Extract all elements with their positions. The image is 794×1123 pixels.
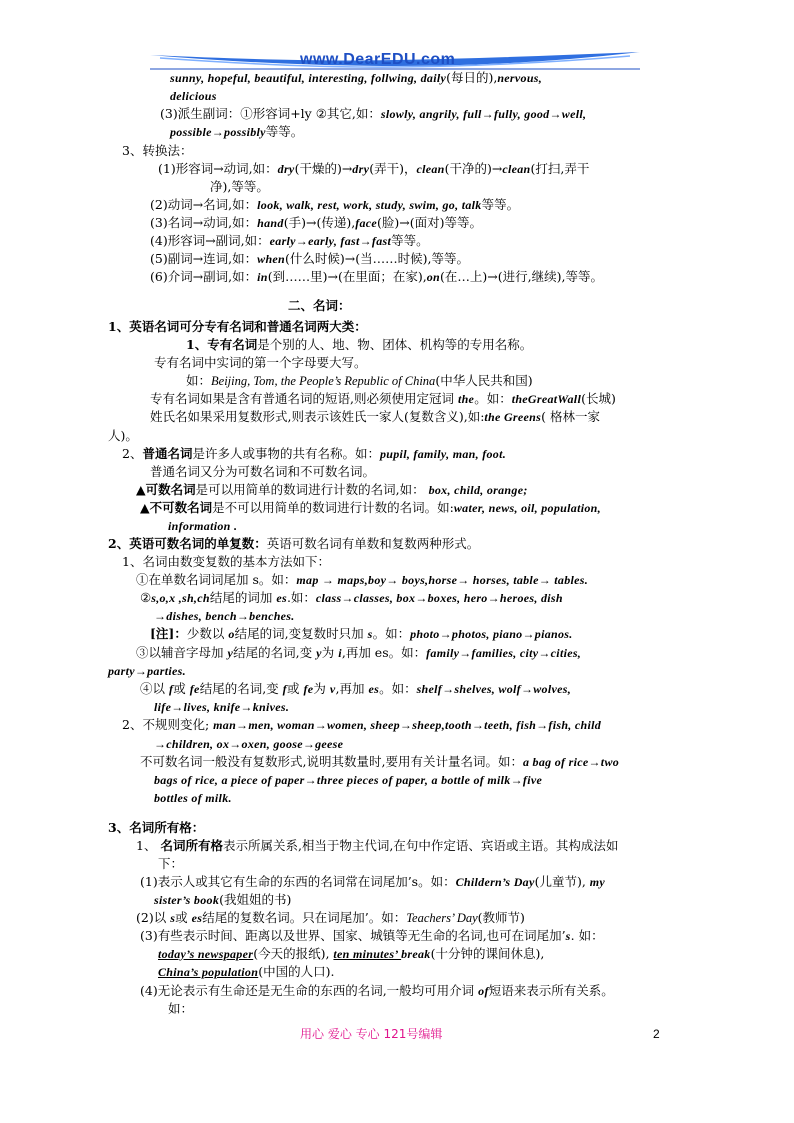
text-run: 1、	[136, 838, 161, 853]
text-line-l39	[154, 772, 542, 788]
text-run: 姓氏名如果采用复数形式,则表示该姓氏一家人(复数含义),如:	[150, 409, 485, 424]
text-run: my	[589, 875, 606, 889]
text-line-l32	[136, 645, 581, 661]
text-line-l47	[140, 928, 604, 944]
text-run: ④以	[140, 681, 169, 696]
text-run: sister’s book	[154, 893, 220, 907]
text-line-l27	[122, 554, 330, 570]
text-run: 不可数名词一般没有复数形式,说明其数量时,要用有关计量名词。如：	[140, 754, 523, 769]
text-run: 或	[175, 910, 192, 925]
text-run: 等等。	[265, 124, 304, 139]
text-run: 普通名词又分为可数名词和不可数名词。	[150, 464, 376, 479]
text-line-l37	[154, 736, 343, 752]
text-run: es	[276, 591, 287, 605]
text-run: 结尾的名词,变	[199, 681, 283, 696]
text-run: clean	[416, 162, 445, 176]
text-run: (4)形容词→副词,如：	[150, 233, 270, 248]
text-run: sunny, hopeful, beautiful, interesting, follwing, daily	[170, 71, 447, 85]
text-run: 1、专有名词	[186, 337, 258, 352]
text-run: 3、转换法：	[122, 143, 193, 158]
text-line-l20	[108, 428, 138, 444]
text-run: ten minutes’	[333, 947, 402, 961]
text-run: 结尾的名词,变	[233, 645, 317, 660]
text-run: (中华人民共和国)	[435, 373, 533, 388]
text-line-l14	[108, 319, 367, 335]
text-run: →children, ox→oxen, goose→geese	[154, 737, 344, 751]
text-line-l45	[154, 892, 291, 908]
text-line-l10	[150, 233, 429, 249]
text-run: Childern’s Day	[455, 875, 535, 889]
text-run: (教师节)	[477, 910, 525, 925]
text-run: information .	[168, 519, 238, 533]
text-line-l48	[158, 946, 544, 962]
text-run: life→lives, knife→knives.	[154, 700, 290, 714]
text-run: (干燥的)→	[294, 161, 353, 176]
text-run: 二、名词：	[288, 298, 351, 313]
text-run: f	[282, 682, 287, 696]
text-line-l26	[108, 536, 479, 552]
text-run: 2、不规则变化;	[122, 717, 214, 732]
text-run: bags of rice, a piece of paper→three pieces of paper, a bottle of milk→five	[154, 773, 543, 787]
text-run: ▲可数名词	[136, 482, 196, 497]
text-run: of	[478, 984, 489, 998]
text-run: 。如：	[474, 391, 512, 406]
text-run: clean	[502, 162, 531, 176]
text-run: dry	[352, 162, 370, 176]
text-run: (3)名词→动词,如：	[150, 215, 258, 230]
text-line-l41	[108, 820, 204, 836]
text-run: 结尾的复数名词。只在词尾加’。如：	[202, 910, 407, 925]
text-run: (5)副词→连词,如：	[150, 251, 258, 266]
text-run: (长城)	[581, 391, 616, 406]
text-run: . 如：	[570, 928, 604, 943]
text-run: 如：	[186, 373, 212, 388]
text-line-l49	[158, 964, 334, 980]
text-run: nervous,	[497, 71, 543, 85]
text-run: es	[368, 682, 380, 696]
text-line-l24	[140, 500, 601, 516]
text-run: →dishes, bench→benches.	[154, 609, 295, 623]
text-run: dry	[277, 162, 295, 176]
text-run: (到……里)→(在里面；在家),	[267, 269, 427, 284]
text-line-l29	[140, 590, 563, 606]
text-run: (手)→(传递),	[283, 215, 356, 230]
text-run: (4)无论表示有生命还是无生命的东西的名词,一般均可用介词	[140, 983, 479, 998]
text-run: 普通名词	[142, 446, 193, 461]
text-line-l21	[122, 446, 506, 462]
text-run: 下：	[158, 856, 184, 871]
text-line-l43	[158, 856, 183, 872]
text-line-l42	[136, 838, 618, 854]
text-run: Beijing, Tom, the People’s Republic of China	[211, 374, 436, 388]
text-run: look, walk, rest, work, study, swim, go, talk	[257, 198, 482, 212]
text-run: box, child, orange;	[428, 483, 528, 497]
text-run: (儿童节),	[534, 874, 590, 889]
text-run: ①在单数名词词尾加 s。如：	[136, 572, 297, 587]
text-run: 如：	[168, 1001, 194, 1016]
text-line-l17	[186, 373, 533, 389]
text-run: (在…上)→(进行,继续),等等。	[440, 269, 603, 284]
text-run: (2)动词→名词,如：	[150, 197, 258, 212]
text-run: s	[565, 929, 571, 943]
text-run: f	[168, 682, 174, 696]
text-run: early→early, fast→fast	[269, 234, 392, 248]
text-run: 是可以用简单的数词进行计数的名词,如：	[195, 482, 429, 497]
text-run: 是不可以用简单的数词进行计数的名词。如:	[212, 500, 454, 515]
text-run: (3)派生副词：①形容词+ly ②其它,如：	[160, 106, 381, 121]
text-run: photo→photos, piano→pianos.	[410, 627, 573, 641]
text-run: family→families, city→cities,	[426, 646, 582, 660]
text-run: s,o,x ,sh,ch	[151, 591, 210, 605]
header-url: www.DearEDU.com	[300, 51, 456, 68]
text-line-l23	[136, 482, 528, 498]
text-run: a bag of rice→two	[522, 755, 620, 769]
text-run: 或	[173, 681, 190, 696]
text-run: break	[401, 947, 431, 961]
text-run: shelf→shelves, wolf→wolves,	[416, 682, 571, 696]
text-run: bottles of milk.	[154, 791, 232, 805]
text-run: 。如：	[372, 626, 411, 641]
text-run: 是个别的人、地、物、团体、机构等的专用名称。	[257, 337, 533, 352]
text-line-l4	[170, 124, 303, 140]
text-run: 或	[286, 681, 304, 696]
text-run: 等等。	[481, 197, 520, 212]
text-line-l13	[288, 298, 351, 314]
text-run: 结尾的词,变复数时只加	[234, 626, 368, 641]
text-run: (十分钟的课间休息),	[430, 946, 545, 961]
text-run: hand	[257, 216, 284, 230]
text-run: (弄干)，	[369, 161, 417, 176]
text-run: pupil, family, man, foot.	[379, 447, 507, 461]
text-run: 少数以	[186, 626, 229, 641]
text-run: (今天的报纸),	[253, 946, 334, 961]
text-run: (3)有些表示时间、距离以及世界、国家、城镇等无生命的名词,也可在词尾加’	[140, 928, 566, 943]
text-run: 结尾的词加	[209, 590, 277, 605]
text-run: ②	[140, 590, 152, 605]
text-run: slowly, angrily, full→fully, good→well,	[380, 107, 587, 121]
text-run: (什么时候)→(当……时候),等等。	[285, 251, 470, 266]
text-run: 净),等等。	[210, 179, 269, 194]
text-run: o	[228, 627, 235, 641]
text-line-l34	[140, 681, 571, 697]
text-run: y	[227, 646, 234, 660]
text-run: the Greens	[484, 410, 542, 424]
text-run: theGreatWall	[511, 392, 582, 406]
text-line-l51	[168, 1001, 193, 1017]
text-run: 人)。	[108, 428, 138, 443]
text-line-l44	[140, 874, 605, 890]
text-run: face	[355, 216, 378, 230]
text-run: fe	[303, 682, 314, 696]
text-run: when	[257, 252, 286, 266]
text-run: party→parties.	[108, 664, 186, 678]
text-run: 等等。	[391, 233, 429, 248]
text-run: 2、	[122, 446, 143, 461]
text-run: possible→possibly	[170, 125, 266, 139]
text-run: 短语来表示所有关系。	[488, 983, 614, 998]
text-run: (1)表示人或其它有生命的东西的名词常在词尾加’s。如：	[140, 874, 456, 889]
text-run: v	[329, 682, 336, 696]
text-run: map → maps,boy→ boys,horse→ horses, table→ tables.	[296, 573, 589, 587]
text-run: delicious	[170, 89, 217, 103]
text-line-l7	[210, 179, 269, 195]
text-line-l38	[140, 754, 619, 770]
text-line-l12	[150, 269, 603, 285]
text-line-l1	[170, 70, 542, 86]
text-line-l11	[150, 251, 469, 267]
text-run: today’s newspaper	[158, 947, 254, 961]
text-run: in	[257, 270, 268, 284]
text-run: y	[316, 646, 322, 660]
text-run: .如：	[286, 590, 316, 605]
text-run: 3、名词所有格：	[108, 820, 205, 835]
text-run: i	[338, 646, 342, 660]
text-run: ▲不可数名词	[140, 500, 213, 515]
text-run: ,再加	[335, 681, 369, 696]
text-line-l35	[154, 699, 289, 715]
text-run: ( 格林一家	[541, 409, 600, 424]
text-run: 专有名词如果是含有普通名词的短语,则必须使用定冠词	[150, 391, 458, 406]
text-run: (打扫,弄干	[530, 161, 590, 176]
text-line-l15	[186, 337, 532, 353]
text-run: (6)介词→副词,如：	[150, 269, 258, 284]
text-run: (干净的)→	[444, 161, 503, 176]
text-line-l2	[170, 88, 217, 104]
text-run: (脸)→(面对)等等。	[377, 215, 483, 230]
text-line-l40	[154, 790, 232, 806]
text-line-l30	[154, 608, 295, 624]
text-line-l50	[140, 983, 614, 999]
text-run: (中国的人口).	[258, 964, 335, 979]
text-line-l8	[150, 197, 519, 213]
text-run: (我姐姐的书)	[219, 892, 292, 907]
text-run: class→classes, box→boxes, hero→heroes, dish	[315, 591, 563, 605]
text-run: 1、英语名词可分专有名词和普通名词两大类：	[108, 319, 367, 334]
text-run: 专有名词中实词的第一个字母要大写。	[154, 355, 367, 370]
text-run: 名词所有格	[160, 838, 223, 853]
text-line-l25	[168, 518, 237, 534]
text-run: China’s population	[158, 965, 259, 979]
text-run: 。如：	[379, 681, 417, 696]
text-run: 1、名词由数变复数的基本方法如下：	[122, 554, 330, 569]
text-run: on	[426, 270, 441, 284]
page-header	[0, 0, 794, 70]
footer-editor-note: 用心 爱心 专心 121号编辑	[300, 1027, 443, 1041]
text-run: 为	[321, 645, 339, 660]
text-run: es	[191, 911, 203, 925]
text-line-l36	[122, 717, 601, 733]
text-run: man→men, woman→women, sheep→sheep,tooth→teeth, fish→fish, child	[213, 718, 602, 732]
text-line-l6	[158, 161, 589, 177]
text-run: (2)以	[136, 910, 171, 925]
text-line-l9	[150, 215, 482, 231]
text-run: (1)形容词→动词,如：	[158, 161, 278, 176]
text-line-l3	[160, 106, 586, 122]
text-line-l19	[150, 409, 600, 425]
text-run: water, news, oil, population,	[453, 501, 601, 515]
text-line-l46	[136, 910, 525, 926]
text-run: ,再加 es。如：	[341, 645, 427, 660]
text-run: the	[457, 392, 475, 406]
text-line-l18	[150, 391, 616, 407]
text-run: ③以辅音字母加	[136, 645, 228, 660]
text-run: [注]：	[150, 626, 187, 641]
text-run: Teachers’ Day	[406, 911, 478, 925]
text-line-l16	[154, 355, 367, 371]
text-run: (每日的),	[446, 70, 498, 85]
text-run: 英语可数名词有单数和复数两种形式。	[266, 536, 480, 551]
text-line-l5	[122, 143, 192, 159]
text-line-l33	[108, 663, 186, 679]
text-line-l28	[136, 572, 588, 588]
page-number: 2	[653, 1027, 660, 1041]
text-run: 为	[313, 681, 330, 696]
text-run: 是许多人或事物的共有名称。如：	[192, 446, 380, 461]
text-line-l22	[150, 464, 375, 480]
text-run: s	[170, 911, 176, 925]
text-run: 2、英语可数名词的单复数：	[108, 536, 267, 551]
text-run: fe	[189, 682, 200, 696]
text-run: s	[367, 627, 373, 641]
text-line-l31	[150, 626, 573, 642]
text-run: 表示所属关系,相当于物主代词,在句中作定语、宾语或主语。其构成法如	[222, 838, 619, 853]
